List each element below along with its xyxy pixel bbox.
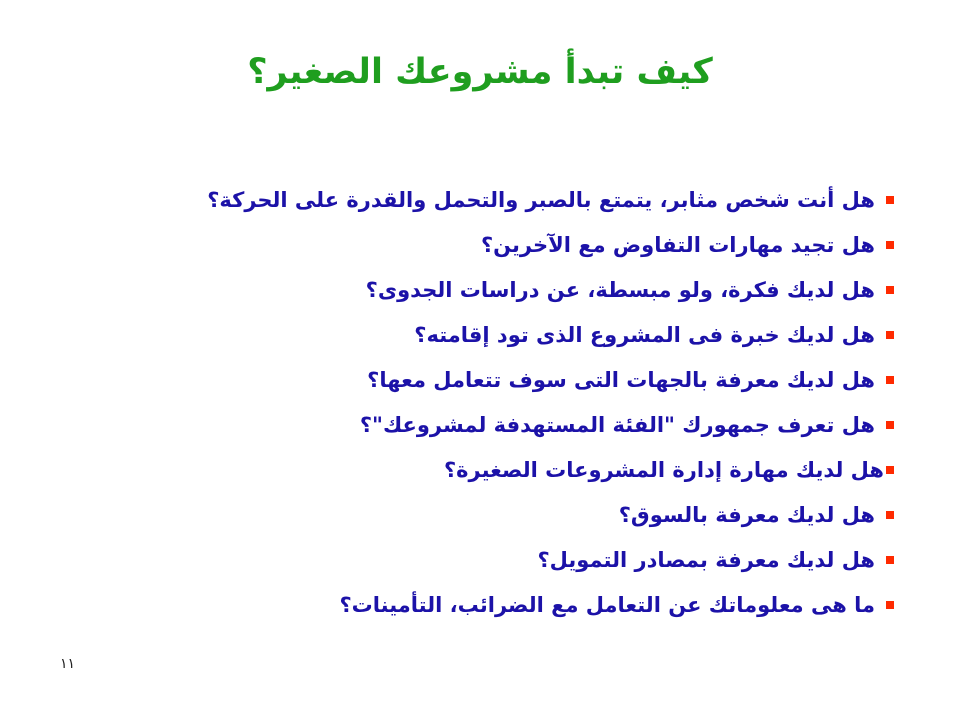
square-bullet-icon xyxy=(886,241,894,249)
list-item xyxy=(44,357,894,402)
list-item xyxy=(44,312,894,357)
list-item xyxy=(44,177,894,222)
square-bullet-icon xyxy=(886,601,894,609)
square-bullet-icon xyxy=(886,511,894,519)
slide-title: كيف تبدأ مشروعك الصغير؟ xyxy=(247,52,713,92)
bullet-text: ما هى معلوماتك عن التعامل مع الضرائب، التأمينات؟ xyxy=(339,592,875,617)
bullet-text: هل لديك معرفة بالجهات التى سوف تتعامل معها؟ xyxy=(367,367,875,392)
list-item xyxy=(44,447,894,492)
bullet-text: هل لديك مهارة إدارة المشروعات الصغيرة؟ xyxy=(443,457,884,482)
square-bullet-icon xyxy=(886,421,894,429)
list-item xyxy=(44,582,894,627)
bullet-text: هل أنت شخص مثابر، يتمتع بالصبر والتحمل والقدرة على الحركة؟ xyxy=(207,187,875,212)
bullet-text: هل تجيد مهارات التفاوض مع الآخرين؟ xyxy=(480,232,875,257)
square-bullet-icon xyxy=(886,376,894,384)
list-item xyxy=(44,537,894,582)
list-item xyxy=(44,222,894,267)
bullet-text: هل لديك معرفة بالسوق؟ xyxy=(618,502,875,527)
bullet-text: هل تعرف جمهورك "الفئة المستهدفة لمشروعك"؟ xyxy=(359,412,875,437)
square-bullet-icon xyxy=(886,331,894,339)
bullet-list xyxy=(44,177,894,627)
page-number: ١١ xyxy=(60,656,76,672)
square-bullet-icon xyxy=(886,556,894,564)
list-item xyxy=(44,492,894,537)
bullet-text: هل لديك معرفة بمصادر التمويل؟ xyxy=(537,547,875,572)
list-item xyxy=(44,402,894,447)
square-bullet-icon xyxy=(886,466,894,474)
bullet-text: هل لديك فكرة، ولو مبسطة، عن دراسات الجدوى؟ xyxy=(365,277,875,302)
square-bullet-icon xyxy=(886,196,894,204)
square-bullet-icon xyxy=(886,286,894,294)
bullet-text: هل لديك خبرة فى المشروع الذى تود إقامته؟ xyxy=(414,322,875,347)
list-item xyxy=(44,267,894,312)
